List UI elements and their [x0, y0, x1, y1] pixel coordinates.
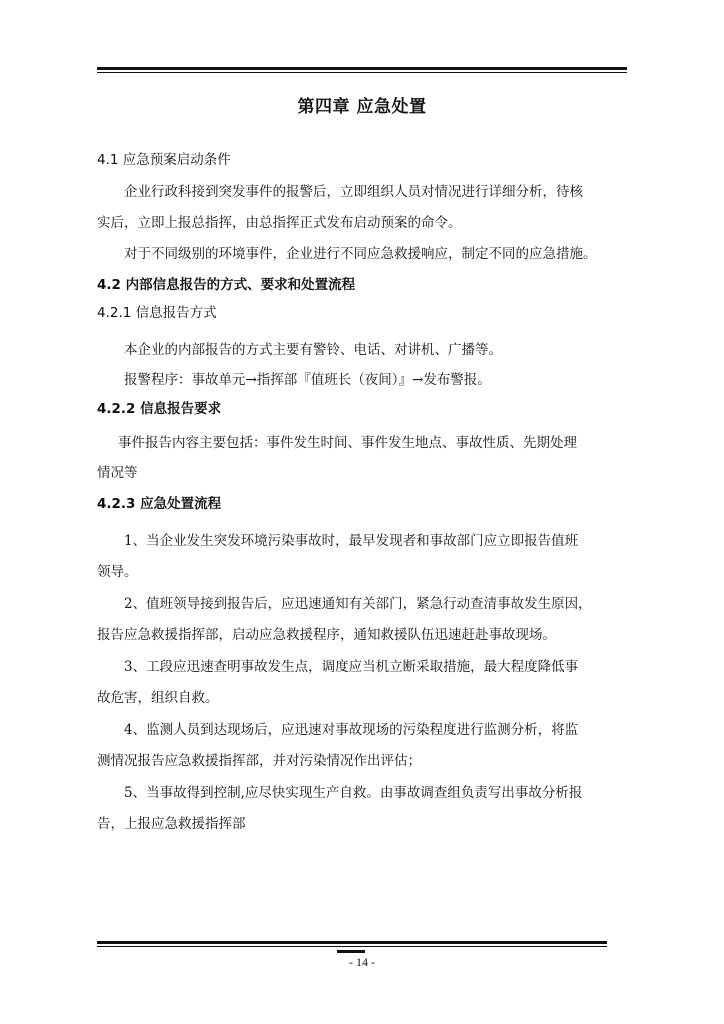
header-rule-thin: [97, 72, 627, 73]
header-rule-thick: [97, 67, 627, 70]
section-4-1-heading: 4.1 应急预案启动条件: [97, 152, 231, 168]
section-4-2-2-line1: 事件报告内容主要包括：事件发生时间、事件发生地点、事故性质、先期处理: [118, 435, 577, 451]
item-1-line2: 领导。: [97, 564, 138, 580]
item-2-line1: 2、值班领导接到报告后，应迅速通知有关部门，紧急行动查清事故发生原因，: [124, 596, 592, 612]
footer-rule-thin: [97, 946, 607, 947]
section-4-2-1-line1: 本企业的内部报告的方式主要有警铃、电话、对讲机、广播等。: [124, 342, 502, 358]
item-1-line1: 1、当企业发生突发环境污染事故时，最早发现者和事故部门应立即报告值班: [124, 533, 579, 549]
section-4-1-para2-line1: 对于不同级别的环境事件，企业进行不同应急救援响应，制定不同的应急措施。: [124, 246, 597, 262]
item-2-line2: 报告应急救援指挥部，启动应急救援程序，通知救援队伍迅速赶赴事故现场。: [97, 627, 556, 643]
page-number-mark: [337, 950, 365, 953]
chapter-title: 第四章 应急处置: [297, 97, 427, 117]
footer-rule-thick: [97, 941, 607, 944]
section-4-2-3-heading: 4.2.3 应急处置流程: [97, 496, 222, 512]
item-5-line2: 告，上报应急救援指挥部: [97, 816, 246, 832]
item-4-line1: 4、监测人员到达现场后，应迅速对事故现场的污染程度进行监测分析，将监: [124, 722, 579, 738]
item-4-line2: 测情况报告应急救援指挥部，并对污染情况作出评估；: [97, 753, 421, 769]
item-5-line1: 5、当事故得到控制,应尽快实现生产自救。由事故调查组负责写出事故分析报: [124, 785, 583, 801]
section-4-1-para1-line2: 实后，立即上报总指挥，由总指挥正式发布启动预案的命令。: [97, 215, 462, 231]
section-4-2-2-heading: 4.2.2 信息报告要求: [97, 401, 222, 417]
section-4-1-para1-line1: 企业行政科接到突发事件的报警后，立即组织人员对情况进行详细分析，待核: [124, 184, 583, 200]
section-4-2-heading: 4.2 内部信息报告的方式、要求和处置流程: [97, 277, 356, 293]
section-4-2-1-line2: 报警程序：事故单元→指挥部『值班长（夜间）』→发布警报。: [124, 372, 491, 388]
page-number: - 14 -: [349, 955, 375, 969]
item-3-line2: 故危害，组织自救。: [97, 690, 219, 706]
item-3-line1: 3、工段应迅速查明事故发生点，调度应当机立断采取措施，最大程度降低事: [124, 659, 579, 675]
section-4-2-2-line2: 情况等: [97, 465, 138, 481]
section-4-2-1-heading: 4.2.1 信息报告方式: [97, 305, 217, 321]
